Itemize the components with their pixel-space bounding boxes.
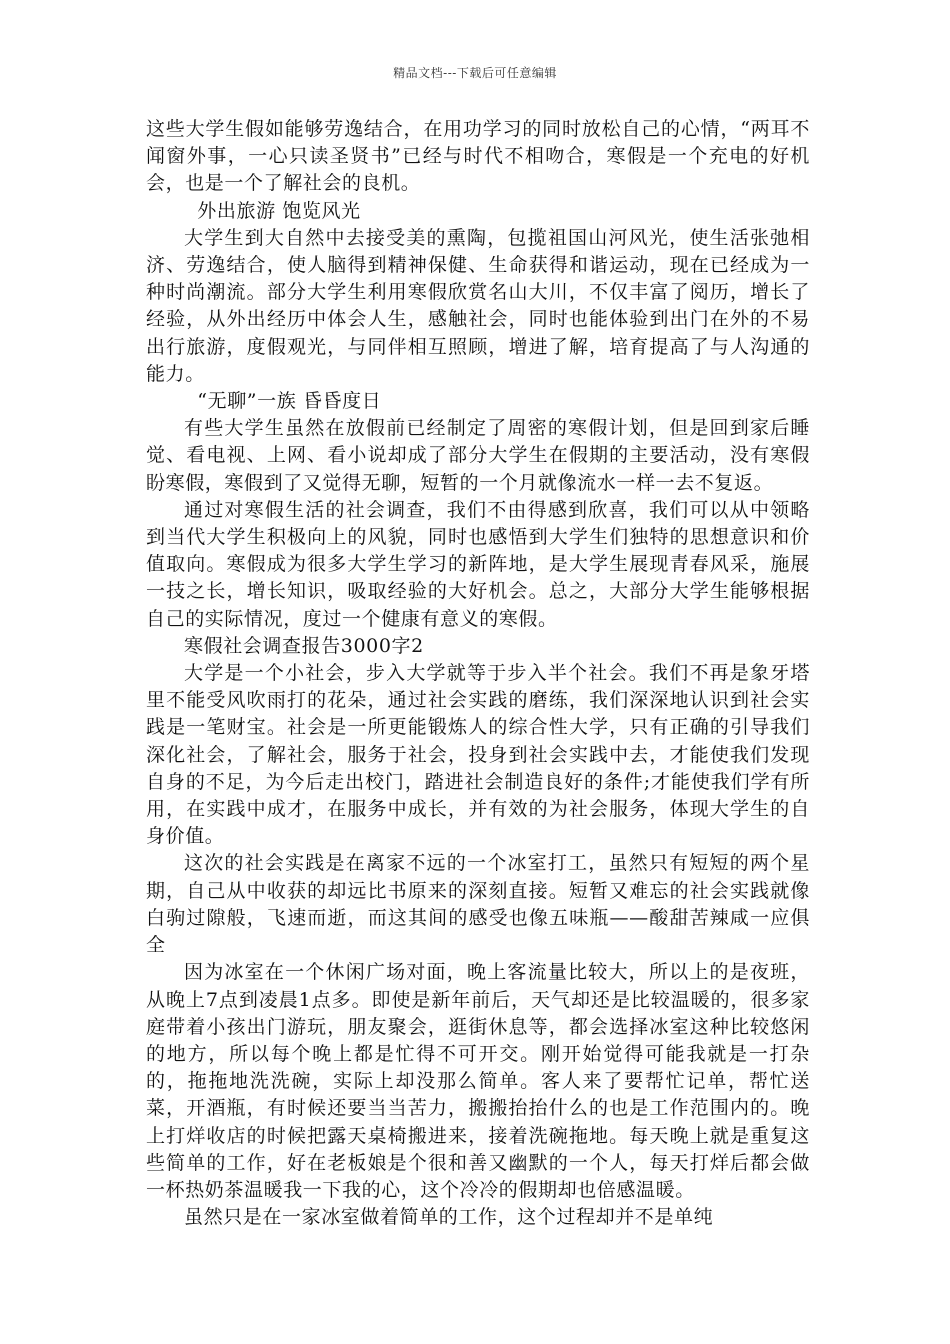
paragraph: 大学生到大自然中去接受美的熏陶，包揽祖国山河风光，使生活张弛相济、劳逸结合，使人脑得到精神保健、生命获得和谐运动，现在已经成为一种时尚潮流。部分大学生利用寒假欣赏名山大川，不仅丰富了阅历，增长了经验，从外出经历中体会人生，感触社会，同时也能体验到出门在外的不易出行旅游，度假观光，与同伴相互照顾，增进了解，培育提高了与人沟通的能力。 [146,226,810,385]
paragraph: 这次的社会实践是在离家不远的一个冰室打工，虽然只有短短的两个星期，自己从中收获的却远比书原来的深刻直接。短暂又难忘的社会实践就像白驹过隙般，飞速而逝，而这其间的感受也像五味瓶——酸甜苦辣咸一应俱全 [146,852,810,957]
report-title: 寒假社会调查报告3000字2 [184,634,424,657]
paragraph: 因为冰室在一个休闲广场对面，晚上客流量比较大，所以上的是夜班，从晚上7点到凌晨1点多。即使是新年前后，天气却还是比较温暖的，很多家庭带着小孩出门游玩，朋友聚会，逛街休息等，都会选择冰室这种比较悠闲的地方，所以每个晚上都是忙得不可开交。刚开始觉得可能我就是一打杂的，拖拖地洗洗碗，实际上却没那么简单。客人来了要帮忙记单，帮忙送菜，开酒瓶，有时候还要当当苦力，搬搬抬抬什么的也是工作范围内的。晚上打烊收店的时候把露天桌椅搬进来，接着洗碗拖地。每天晚上就是重复这些简单的工作，好在老板娘是个很和善又幽默的一个人，每天打烊后都会做一杯热奶茶温暖我一下我的心，这个冷冷的假期却也倍感温暖。 [146,961,810,1201]
paragraph: 通过对寒假生活的社会调查，我们不由得感到欣喜，我们可以从中领略到当代大学生积极向上的风貌，同时也感悟到大学生们独特的思想意识和价值取向。寒假成为很多大学生学习的新阵地，是大学生展现青春风采，施展一技之长，增长知识，吸取经验的大好机会。总之，大部分大学生能够根据自己的实际情况，度过一个健康有意义的寒假。 [146,498,810,630]
paragraph-truncated: 虽然只是在一家冰室做着简单的工作，这个过程却并不是单纯 [184,1206,714,1229]
paragraph: 有些大学生虽然在放假前已经制定了周密的寒假计划，但是回到家后睡觉、看电视、上网、看小说却成了部分大学生在假期的主要活动，没有寒假盼寒假，寒假到了又觉得无聊，短暂的一个月就像流水一样一去不复返。 [146,417,810,494]
section-heading-boredom: “无聊”一族 昏昏度日 [197,390,382,413]
paragraph: 大学是一个小社会，步入大学就等于步入半个社会。我们不再是象牙塔里不能受风吹雨打的花朵，通过社会实践的磨练，我们深深地认识到社会实践是一笔财宝。社会是一所更能锻炼人的综合性大学，只有正确的引导我们深化社会，了解社会，服务于社会，投身到社会实践中去，才能使我们发现自身的不足，为今后走出校门，踏进社会制造良好的条件;才能使我们学有所用，在实践中成才，在服务中成长，并有效的为社会服务，体现大学生的自身价值。 [146,662,810,848]
paragraph-continued: 这些大学生假如能够劳逸结合，在用功学习的同时放松自己的心情，“两耳不闻窗外事，一心只读圣贤书”已经与时代不相吻合，寒假是一个充电的好机会，也是一个了解社会的良机。 [146,118,810,195]
document-body [146,116,810,1231]
section-heading-travel: 外出旅游 饱览风光 [197,199,361,222]
page-header: 精品文档---下载后可任意编辑 [393,66,557,80]
